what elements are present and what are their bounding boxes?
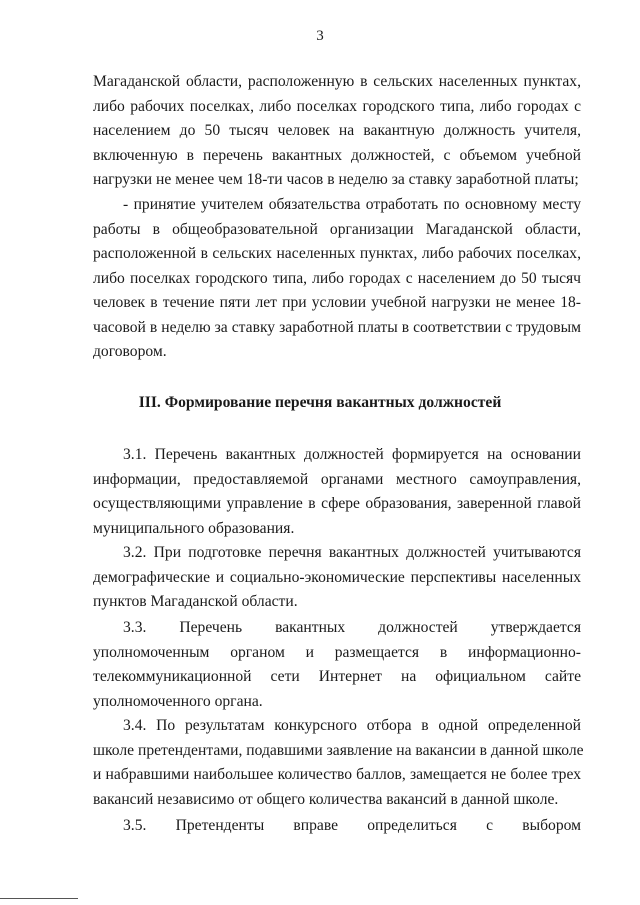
text-line: вакансий независимо от общего количества вакансий в данной школе. bbox=[93, 790, 559, 808]
text-line: и набравшими наибольшее количество баллов, замещается не более трех bbox=[93, 766, 581, 783]
text-line: 3.3. Перечень вакантных должностей утверждается bbox=[123, 619, 581, 636]
clause-3-4 bbox=[93, 714, 584, 812]
text-line: - принятие учителем обязательства отработать по основному месту bbox=[123, 196, 581, 213]
text-line: Магаданской области, расположенную в сельских населенных пунктах, bbox=[93, 73, 581, 90]
text-line: нагрузки не менее чем 18-ти часов в неделю за ставку заработной платы; bbox=[93, 171, 579, 188]
paragraph-continuation bbox=[93, 70, 581, 193]
text-line: населением до 50 тысяч человек на вакантную должность учителя, bbox=[93, 122, 581, 139]
text-line: либо рабочих поселках, либо поселках городского типа, либо городах с bbox=[93, 97, 581, 115]
text-line: либо поселках городского типа, либо городах с населением до 50 тысяч bbox=[93, 269, 581, 287]
text-line: часовой в неделю за ставку заработной платы в соответствии с трудовым bbox=[93, 318, 581, 336]
text-line: 3.1. Перечень вакантных должностей формируется на основании bbox=[123, 446, 581, 463]
clause-3-3 bbox=[93, 616, 581, 714]
paragraph-teacher-obligation bbox=[93, 193, 581, 365]
text-line: включенную в перечень вакантных должностей, с объемом учебной bbox=[93, 146, 581, 164]
page-number: 3 bbox=[316, 28, 324, 44]
text-line: человек в течение пяти лет при условии учебной нагрузки не менее 18- bbox=[93, 294, 581, 311]
text-line: телекоммуникационной сети Интернет на официальном сайте bbox=[93, 668, 581, 685]
text-line: информации, предоставляемой органами местного самоуправления, bbox=[93, 470, 581, 488]
text-line: 3.2. При подготовке перечня вакантных должностей учитываются bbox=[123, 544, 581, 561]
clause-3-2 bbox=[93, 541, 581, 615]
text-line: школе претендентами, подавшими заявление на вакансии в данной школе bbox=[93, 741, 584, 759]
text-line: демографические и социально-экономические перспективы населенных bbox=[93, 568, 581, 586]
text-line: осуществляющими управление в сфере образования, заверенной главой bbox=[93, 495, 581, 512]
text-line: муниципального образования. bbox=[93, 519, 295, 537]
clause-3-5 bbox=[93, 814, 581, 839]
text-line: 3.4. По результатам конкурсного отбора в одной определенной bbox=[123, 717, 581, 734]
text-line: 3.5. Претенденты вправе определиться с выбором bbox=[123, 817, 581, 834]
text-line: расположенной в сельских населенных пунктах, либо рабочих поселках, bbox=[93, 245, 581, 262]
text-line: уполномоченным органом и размещается в информационно- bbox=[93, 643, 581, 661]
text-line: договором. bbox=[93, 343, 167, 360]
section-heading: III. Формирование перечня вакантных должностей bbox=[138, 394, 502, 411]
footnote-rule bbox=[0, 898, 78, 899]
text-line: пунктов Магаданской области. bbox=[93, 593, 298, 610]
text-line: работы в общеобразовательной организации Магаданской области, bbox=[93, 220, 581, 238]
text-line: уполномоченного органа. bbox=[93, 692, 263, 710]
clause-3-1 bbox=[93, 443, 581, 541]
